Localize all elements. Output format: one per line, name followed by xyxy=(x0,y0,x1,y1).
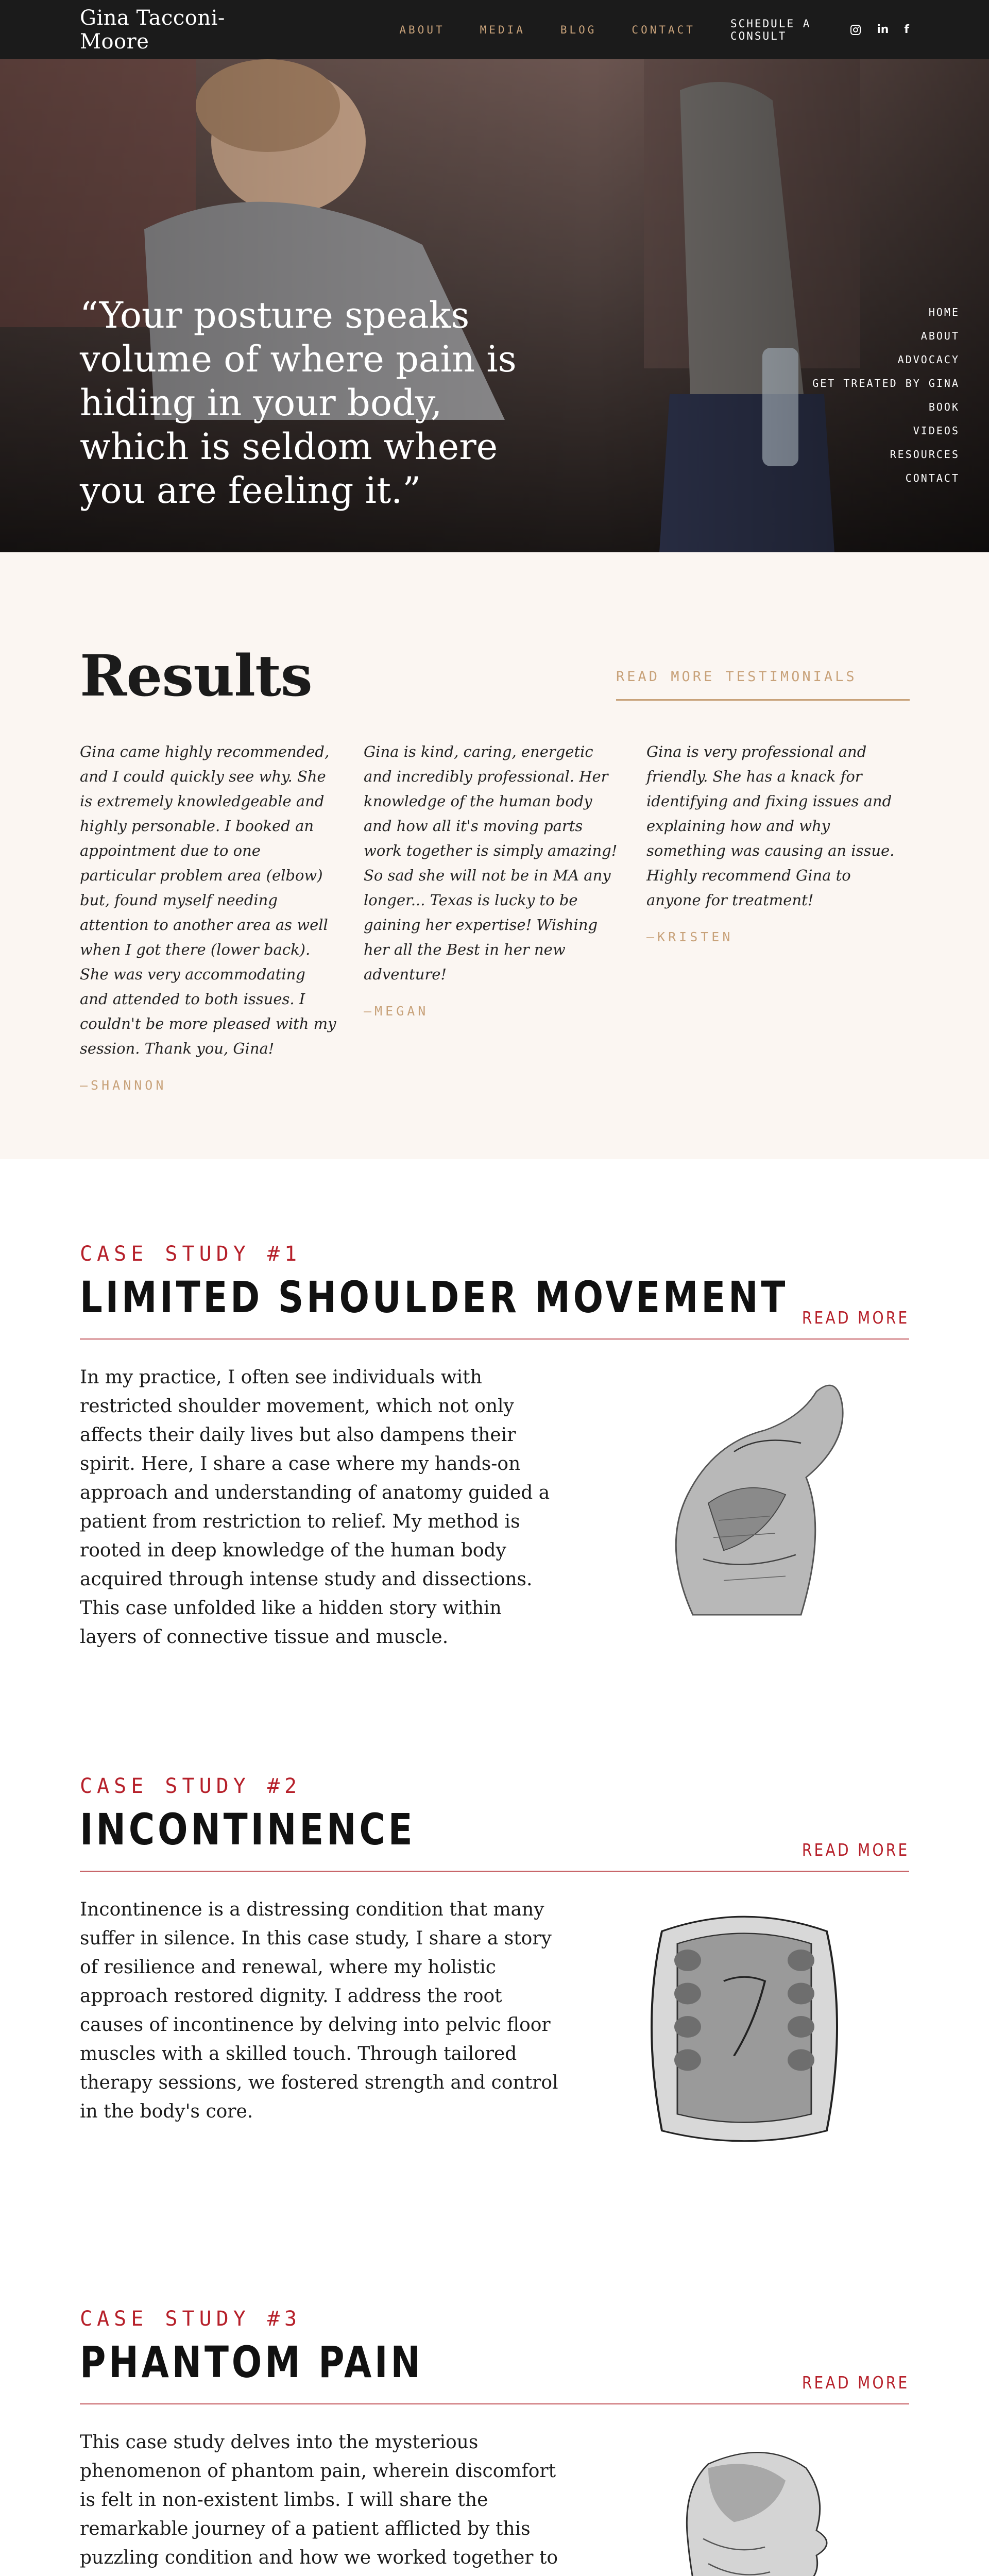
case-study-title: LIMITED SHOULDER MOVEMENT xyxy=(80,1272,789,1323)
case-study-divider xyxy=(80,1871,909,1872)
case-study-divider xyxy=(80,1338,909,1340)
side-menu-get-treated[interactable]: GET TREATED BY GINA xyxy=(812,377,960,389)
testimonial-text: Gina is kind, caring, energetic and incredibly professional. Her knowledge of the human body and how all it's moving parts work together is simply amazing! So sad she will not be in MA any longer... Texas is lucky to be gaining her expertise! Wishing her all the Best in her new adventure! xyxy=(364,743,618,983)
nav-about[interactable]: ABOUT xyxy=(399,23,445,36)
case-study-title: INCONTINENCE xyxy=(80,1804,416,1855)
side-menu-videos[interactable]: VIDEOS xyxy=(913,425,960,437)
hero-quote: “Your posture speaks volume of where pain is hiding in your body, which is seldom where you are feeling it.” xyxy=(80,294,517,512)
anatomical-intestine-illustration xyxy=(631,1898,858,2156)
linkedin-icon[interactable]: in xyxy=(877,23,889,36)
side-menu-resources[interactable]: RESOURCES xyxy=(890,448,960,461)
anatomical-head-illustration xyxy=(631,2431,858,2576)
nav-media[interactable]: MEDIA xyxy=(480,23,525,36)
anatomical-shoulder-illustration xyxy=(631,1366,858,1623)
side-menu-advocacy[interactable]: ADVOCACY xyxy=(897,353,960,366)
testimonial-card xyxy=(646,739,904,950)
instagram-icon[interactable] xyxy=(850,24,861,36)
testimonial-author: —SHANNON xyxy=(80,1078,167,1093)
main-nav xyxy=(399,18,850,42)
testimonial-card xyxy=(364,739,621,1024)
case-study-body: Incontinence is a distressing condition that many suffer in silence. In this case study, I share a story of resilience and renewal, where my holistic approach restored dignity. I address the root causes of incontinence by delving into pelvic floor muscles with a skilled touch. Through tailored therapy sessions, we fostered strength and control in the body's core. xyxy=(80,1899,558,2122)
side-menu-about[interactable]: ABOUT xyxy=(920,330,960,342)
case-study-body: In my practice, I often see individuals with restricted shoulder movement, which not only affects their daily lives but also dampens their spirit. Here, I share a case where my hands-on approach and understanding of anatomy guided a patient from restriction to relief. My method is rooted in deep knowledge of the human body acquired through intense study and dissections. This case unfolded like a hidden story within layers of connective tissue and muscle. xyxy=(80,1367,550,1648)
nav-blog[interactable]: BLOG xyxy=(560,23,597,36)
facebook-icon[interactable]: f xyxy=(904,23,909,36)
case-study-tag: CASE STUDY #2 xyxy=(80,1774,302,1798)
schedule-consult-link[interactable]: SCHEDULE A CONSULT xyxy=(730,17,811,42)
case-study-1 xyxy=(80,1242,909,1648)
results-section xyxy=(0,552,989,1159)
side-menu-book[interactable]: BOOK xyxy=(928,401,960,413)
case-study-body: This case study delves into the mysterious phenomenon of phantom pain, wherein discomfort is felt in non-existent limbs. I will share the remarkable journey of a patient afflicted by this puzzling condition and how we worked together to xyxy=(80,2432,558,2568)
side-menu-home[interactable]: HOME xyxy=(928,306,960,318)
site-logo[interactable]: Gina Tacconi-Moore xyxy=(80,6,225,54)
case-study-read-more-link[interactable]: READ MORE xyxy=(802,1308,909,1328)
read-more-testimonials-link[interactable]: READ MORE TESTIMONIALS xyxy=(616,669,857,685)
case-study-divider xyxy=(80,2403,909,2404)
hero-section xyxy=(0,59,989,552)
header-social xyxy=(850,23,909,36)
case-study-read-more-link[interactable]: READ MORE xyxy=(802,1840,909,1860)
case-study-title: PHANTOM PAIN xyxy=(80,2337,423,2387)
hero-side-menu xyxy=(812,300,960,490)
testimonial-author: —MEGAN xyxy=(364,1004,429,1019)
site-header xyxy=(0,0,989,59)
testimonial-card xyxy=(80,739,337,1098)
testimonial-text: Gina is very professional and friendly. She has a knack for identifying and fixing issues and explaining how and why something was causing an issue. Highly recommend Gina to anyone for treatment! xyxy=(646,743,895,909)
case-study-read-more-link[interactable]: READ MORE xyxy=(802,2372,909,2393)
case-study-3 xyxy=(80,2307,909,2568)
case-study-tag: CASE STUDY #1 xyxy=(80,1242,302,1266)
testimonials-link-underline xyxy=(616,699,910,701)
testimonial-text: Gina came highly recommended, and I could quickly see why. She is extremely knowledgeable and highly personable. I booked an appointment due to one particular problem area (elbow) but, found myself needing attention to another area as well when I got there (lower back). She was very accommodating and attended to both issues. I couldn't be more pleased with my session. Thank you, Gina! xyxy=(80,743,336,1057)
nav-contact[interactable]: CONTACT xyxy=(632,23,695,36)
case-study-tag: CASE STUDY #3 xyxy=(80,2307,302,2331)
case-study-2 xyxy=(80,1774,909,2122)
testimonial-author: —KRISTEN xyxy=(646,929,734,944)
side-menu-contact[interactable]: CONTACT xyxy=(905,472,960,484)
results-title: Results xyxy=(80,642,312,709)
